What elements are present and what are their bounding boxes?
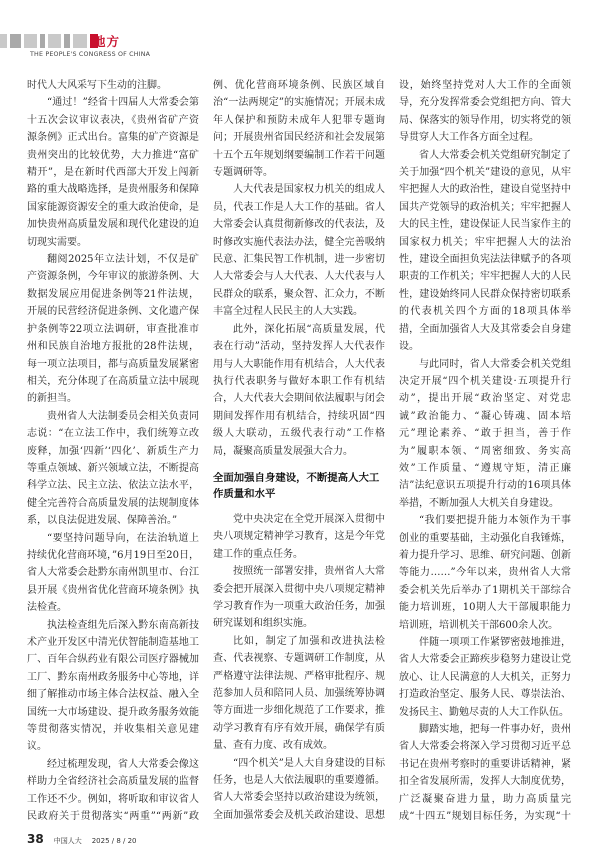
column-3	[399, 77, 571, 825]
paragraph: 翻阅2025年立法计划，不仅是矿产资源条例，今年审议的旅游条例、大数据发展应用促进条例等21件法规，开展的民营经济促进条例、文化遗产保护条例等22项立法调研，审查批准市州和民族自治地方报批的28件法规，每一项立法项目，都与高质量发展紧密相关，充分体现了在高质量立法中展现的新担当。	[27, 254, 199, 405]
paragraph: 贵州省人大法制委员会相关负责同志说：“在立法工作中，我们统筹立改废释，加强‘四新’‘四化’、新质生产力等重点领域、新兴领域立法，不断提高科学立法、民主立法、依法立法水平，健全完善符合高质量发展的法规制度体系，以良法促进发展、保障善治。”	[27, 410, 199, 527]
issue-date: 2025 / 8 / 20	[91, 837, 137, 845]
final-paragraph	[399, 721, 571, 825]
column-2	[213, 77, 385, 825]
paragraph: 例、优化营商环境条例、民族区域自治“一法两规定”的实施情况；开展未成年人保护和预防未成年人犯罪专题询问；开展贵州省国民经济和社会发展第十五个五年规划纲要编制工作若干问题专题调研等。	[213, 80, 385, 179]
paragraph: 人大代表是国家权力机关的组成人员，代表工作是人大工作的基础。省人大常委会认真贯彻新修改的代表法，及时修改实施代表法办法，健全完善吸纳民意、汇集民智工作机制，进一步密切人大常委会与人大代表、人大代表与人民群众的联系，聚众智、汇众力，不断丰富全过程人民民主的人大实践。	[213, 184, 385, 318]
publication-name: THE PEOPLE'S CONGRESS OF CHINA	[30, 51, 151, 58]
paragraph: 按照统一部署安排，贵州省人大常委会把开展深入贯彻中央八项规定精神学习教育作为一项重大政治任务，加强研究谋划和组织实施。	[213, 566, 385, 630]
magazine-name: 中国人大	[53, 837, 82, 845]
header-decoration-bars	[0, 34, 98, 48]
paragraph: “要坚持问题导向，在法治轨道上持续优化营商环境，”6月19日至20日，省人大常委会赴黔东南州凯里市、台江县开展《贵州省优化营商环境条例》执法检查。	[27, 532, 199, 614]
article-body	[27, 77, 573, 825]
paragraph: 与此同时，省人大常委会机关党组决定开展“四个机关建设·五项提升行动”，提出开展“政治坚定、对党忠诚”政治能力、“凝心铸魂、固本培元”理论素养、“敢于担当，善于作为”履职本领、“周密细致、务实高效”工作质量、“遵规守矩，清正廉洁”法纪意识五项提升行动的16项具体举措，不断加强人大机关自身建设。	[399, 358, 571, 509]
paragraph: “通过！”经省十四届人大常委会第十五次会议审议表决，《贵州省矿产资源条例》正式出台。富集的矿产资源是贵州突出的比较优势，大力推进“富矿精开”，是在新时代西部大开发上闯新路的重大战略选择，是贵州服务和保障国家能源资源安全的重大政治使命，是加快贵州高质量发展和现代化建设的迫切现实需要。	[27, 97, 199, 248]
paragraph: 时代人大风采写下生动的注脚。	[27, 80, 167, 91]
column-1	[27, 77, 199, 825]
paragraph: 执法检查组先后深入黔东南高新技术产业开发区中清光伏智能制造基地工厂、百年合纵药业有限公司医疗器械加工厂、黔东南州政务服务中心等地，详细了解推动市场主体合法权益、融入全国统一大市场建设、提升政务服务效能等贯彻落实情况，并收集相关意见建议。	[27, 619, 199, 753]
paragraph: 伴随一项项工作紧锣密鼓地推进，省人大常委会正蹄疾步稳努力建设让党放心、让人民满意的人大机关，正努力打造政治坚定、服务人民、尊崇法治、发扬民主、勤勉尽责的人大工作队伍。	[399, 637, 571, 718]
paragraph-text: 脚踏实地，把每一件事办好，贵州省人大常委会将深入学习贯彻习近平总书记在贵州考察时的重要讲话精神，紧扣全省发展所需，发挥人大制度优势，广泛凝聚奋进力量，助力高质量完成“十四五”规划目标任务，为实现“十	[399, 724, 571, 823]
paragraph: 比如，制定了加强和改进执法检查、代表视察、专题调研工作制度，从严格遵守法律法规、严格审批程序、规范参加人员和陪同人员、加强统筹协调等方面进一步细化规范了工作要求，推动学习教育有序有效开展，确保学有质量、查有力度、改有成效。	[213, 635, 385, 752]
paragraph: 设，始终坚持党对人大工作的全面领导，充分发挥常委会党组把方向、管大局、保落实的领导作用，切实将党的领导贯穿人大工作各方面全过程。	[399, 80, 571, 144]
paragraph: “我们要把提升能力本领作为干事创业的重要基础，主动强化自我锤炼，着力提升学习、思维、研究问题、创新等能力……”今年以来，贵州省人大常委会机关先后举办了1期机关干部综合能力培训班，10期人大干部履职能力培训班，培训机关干部600余人次。	[399, 515, 571, 631]
paragraph: 党中央决定在全党开展深入贯彻中央八项规定精神学习教育，这是今年党建工作的重点任务。	[213, 513, 385, 560]
page-number: 38	[27, 832, 44, 846]
paragraph: 省人大常委会机关党组研究制定了关于加强“四个机关”建设的意见，从牢牢把握人大的政治性，建设自觉坚持中国共产党领导的政治机关；牢牢把握人大的民主性，建设保证人民当家作主的国家权力机关；牢牢把握人大的法治性，建设全面担负宪法法律赋予的各项职责的工作机关；牢牢把握人大的人民性，建设始终同人民群众保持密切联系的代表机关四个方面的18项具体举措，全面加强省人大及其常委会自身建设。	[399, 149, 571, 353]
paragraph: “四个机关”是人大自身建设的目标任务，也是人大依法履职的重要遵循。省人大常委会坚持以政治建设为统领，全面加强常委会及机关政治建设、思想	[213, 757, 385, 821]
section-heading: 全面加强自身建设，不断提高人大工作质量和水平	[213, 471, 380, 501]
section-name: 地方	[93, 34, 121, 49]
page-footer	[27, 832, 137, 846]
paragraph: 经过梳理发现，省人大常委会像这样助力全省经济社会高质量发展的监督工作还不少。例如，将听取和审议省人民政府关于贯彻落实“两重”“两新”政	[27, 758, 199, 823]
page-header	[0, 0, 600, 70]
paragraph: 此外，深化拓展“高质量发展，代表在行动”活动，坚持发挥人大代表作用与人大职能作用有机结合，人大代表执行代表职务与做好本职工作有机结合，人大代表大会期间依法履职与闭会期间发挥作用有机结合，持续巩固“四级人大联动，五级代表行动”工作格局，凝聚高质量发展强大合力。	[213, 323, 385, 457]
